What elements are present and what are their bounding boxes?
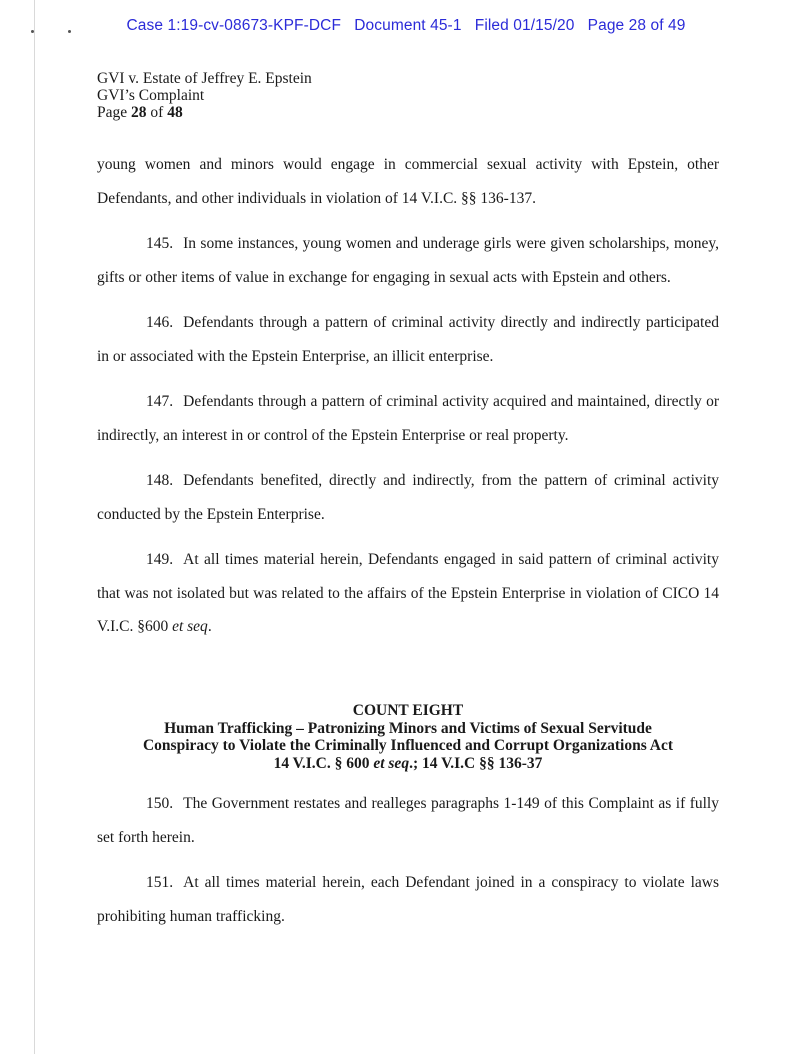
document-body xyxy=(97,148,719,644)
paragraph-148: 148. Defendants benefited, directly and indirectly, from the pattern of criminal activity conducted by the Epstein Enterprise. xyxy=(97,472,719,523)
count-citation: 14 V.I.C. § 600 et seq.; 14 V.I.C §§ 136-37 xyxy=(273,754,543,772)
paragraph-151: 151. At all times material herein, each Defendant joined in a conspiracy to violate laws prohibiting human trafficking. xyxy=(97,874,719,925)
document-header xyxy=(97,70,312,121)
count-heading xyxy=(97,702,719,772)
case-number: Case 1:19-cv-08673-KPF-DCF xyxy=(126,17,342,34)
paragraph-145: 145. In some instances, young women and underage girls were given scholarships, money, gifts or other items of value in exchange for engaging in sexual acts with Epstein and others. xyxy=(97,235,719,286)
page-indicator: Page 28 of 48 xyxy=(97,104,183,121)
count-subtitle: Conspiracy to Violate the Criminally Influenced and Corrupt Organizations Act xyxy=(142,737,673,754)
page-edge-line xyxy=(34,0,35,1054)
paragraph-146: 146. Defendants through a pattern of criminal activity directly and indirectly participated in or associated with the Epstein Enterprise, an illicit enterprise. xyxy=(97,314,719,365)
paragraph-continued: young women and minors would engage in commercial sexual activity with Epstein, other Defendants, and other individuals in violation of 14 V.I.C. §§ 136-137. xyxy=(97,156,719,207)
count-subtitle: Human Trafficking – Patronizing Minors and Victims of Sexual Servitude xyxy=(164,719,652,737)
document-number: Document 45-1 xyxy=(354,17,462,34)
document-body-continued xyxy=(97,787,719,933)
paragraph-147: 147. Defendants through a pattern of criminal activity acquired and maintained, directly or indirectly, an interest in or control of the Epstein Enterprise or real property. xyxy=(97,393,719,444)
caption: GVI v. Estate of Jeffrey E. Epstein xyxy=(97,70,312,87)
ecf-page: Page 28 of 49 xyxy=(587,17,686,34)
paragraph-150: 150. The Government restates and realleges paragraphs 1-149 of this Complaint as if fully set forth herein. xyxy=(97,795,719,846)
ecf-header-stamp xyxy=(0,17,812,35)
paragraph-149: 149. At all times material herein, Defendants engaged in said pattern of criminal activity that was not isolated but was related to the affairs of the Epstein Enterprise in violation of CICO 14 V.I.C. §600 et seq. xyxy=(97,551,719,635)
filed-date: Filed 01/15/20 xyxy=(474,17,575,34)
count-title: COUNT EIGHT xyxy=(352,702,464,719)
doc-title: GVI’s Complaint xyxy=(97,87,205,104)
